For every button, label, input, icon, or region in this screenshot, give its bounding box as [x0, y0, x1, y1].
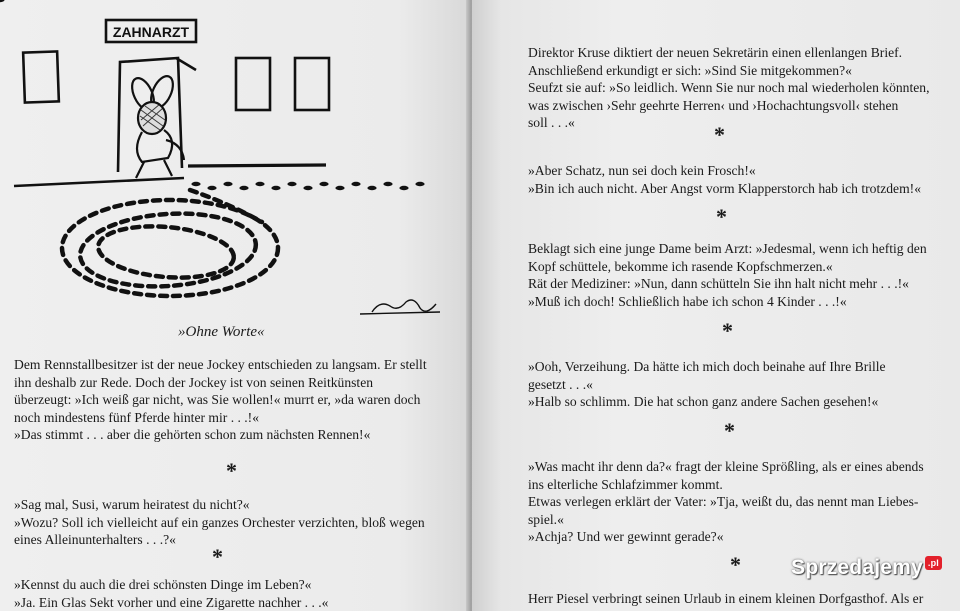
text-line: überzeugt: »Ich weiß gar nicht, was Sie wollen!« murrt er, »da waren doch [14, 392, 421, 408]
text-line: »Halb so schlimm. Die hat schon ganz andere Sachen gesehen!« [528, 394, 879, 410]
joke-liebesspiel [528, 458, 948, 546]
joke-rennstall [14, 356, 454, 444]
text-line: Dem Rennstallbesitzer ist der neue Jockey entschieden zu langsam. Er stellt [14, 357, 427, 372]
section-star: * [722, 318, 733, 343]
cartoon-illustration [0, 0, 460, 320]
section-star: * [730, 552, 741, 577]
text-line: Beklagt sich eine junge Dame beim Arzt: »Jedesmal, wenn ich heftig den [528, 241, 927, 256]
text-line: »Was macht ihr denn da?« fragt der kleine Sprößling, als er eines abends [528, 459, 924, 474]
joke-susi [14, 496, 454, 549]
watermark-badge: .pl [925, 556, 942, 570]
text-line: Anschließend erkundigt er sich: »Sind Sie mitgekommen?« [528, 62, 852, 78]
footprint-trail [191, 182, 424, 190]
signature: franku [400, 300, 403, 301]
text-line: ins elterliche Schlafzimmer kommt. [528, 476, 723, 492]
joke-brille [528, 358, 948, 411]
text-line: Rät der Mediziner: »Nun, dann schütteln Sie ihn halt nicht mehr . . .!« [528, 276, 909, 292]
left-page [0, 0, 470, 611]
text-line: »Ja. Ein Glas Sekt vorher und eine Zigarette nachher . . .« [14, 594, 329, 610]
sign-text: ZAHNARZT [112, 24, 190, 40]
watermark-text: Sprzedajemy [791, 556, 923, 579]
joke-drei-dinge [14, 576, 454, 611]
text-line: »Bin ich auch nicht. Aber Angst vorm Klapperstorch hab ich trotzdem!« [528, 180, 921, 196]
text-line: »Wozu? Soll ich vielleicht auf ein ganzes Orchester verzichten, bloß wegen [14, 514, 425, 530]
text-line: »Ooh, Verzeihung. Da hätte ich mich doch beinahe auf Ihre Brille [528, 359, 886, 374]
text-line: Seufzt sie auf: »So leidlich. Wenn Sie nur noch mal wiederholen könnten, [528, 80, 930, 96]
text-line: was zwischen ›Sehr geehrte Herren‹ und ›Hochachtungsvoll‹ stehen [528, 97, 899, 113]
text-line: noch mindestens fünf Pferde hinter mir . . .!« [14, 409, 260, 425]
footprint-loops [62, 190, 278, 296]
joke-kopfschmerzen [528, 240, 948, 310]
text-line: Kopf schüttele, bekomme ich rasende Kopfschmerzen.« [528, 258, 833, 274]
text-line: »Das stimmt . . . aber die gehörten schon zum nächsten Rennen!« [14, 427, 371, 443]
watermark-logo [791, 556, 942, 580]
text-line: spiel.« [528, 511, 564, 527]
section-star: * [724, 418, 735, 443]
text-line: »Aber Schatz, nun sei doch kein Frosch!« [528, 163, 756, 178]
joke-sekretaerin [528, 44, 948, 132]
joke-piesel [528, 590, 948, 608]
section-star: * [716, 204, 727, 229]
text-line: Direktor Kruse diktiert der neuen Sekretärin einen ellenlangen Brief. [528, 45, 903, 60]
text-line: »Kennst du auch die drei schönsten Dinge im Leben?« [14, 577, 312, 592]
text-line: »Sag mal, Susi, warum heiratest du nicht?« [14, 497, 250, 512]
text-line: Etwas verlegen erklärt der Vater: »Tja, weißt du, das nennt man Liebes- [528, 494, 919, 510]
caption: »Ohne Worte« [178, 324, 265, 340]
text-line: gesetzt . . .« [528, 376, 593, 392]
joke-frosch [528, 162, 948, 197]
section-star: * [714, 122, 725, 147]
text-line: soll . . .« [528, 115, 575, 131]
text-line: Herr Piesel verbringt seinen Urlaub in einem kleinen Dorfgasthof. Als er [528, 591, 924, 606]
right-page [472, 0, 960, 611]
section-star: * [212, 544, 223, 569]
section-star: * [226, 458, 237, 483]
text-line: ihn deshalb zur Rede. Doch der Jockey ist von seinen Reitkünsten [14, 374, 374, 390]
text-line: eines Alleinunterhalters . . .?« [14, 532, 176, 548]
text-line: »Achja? Und wer gewinnt gerade?« [528, 529, 724, 545]
text-line: »Muß ich doch! Schließlich habe ich schon 4 Kinder . . .!« [528, 293, 847, 309]
